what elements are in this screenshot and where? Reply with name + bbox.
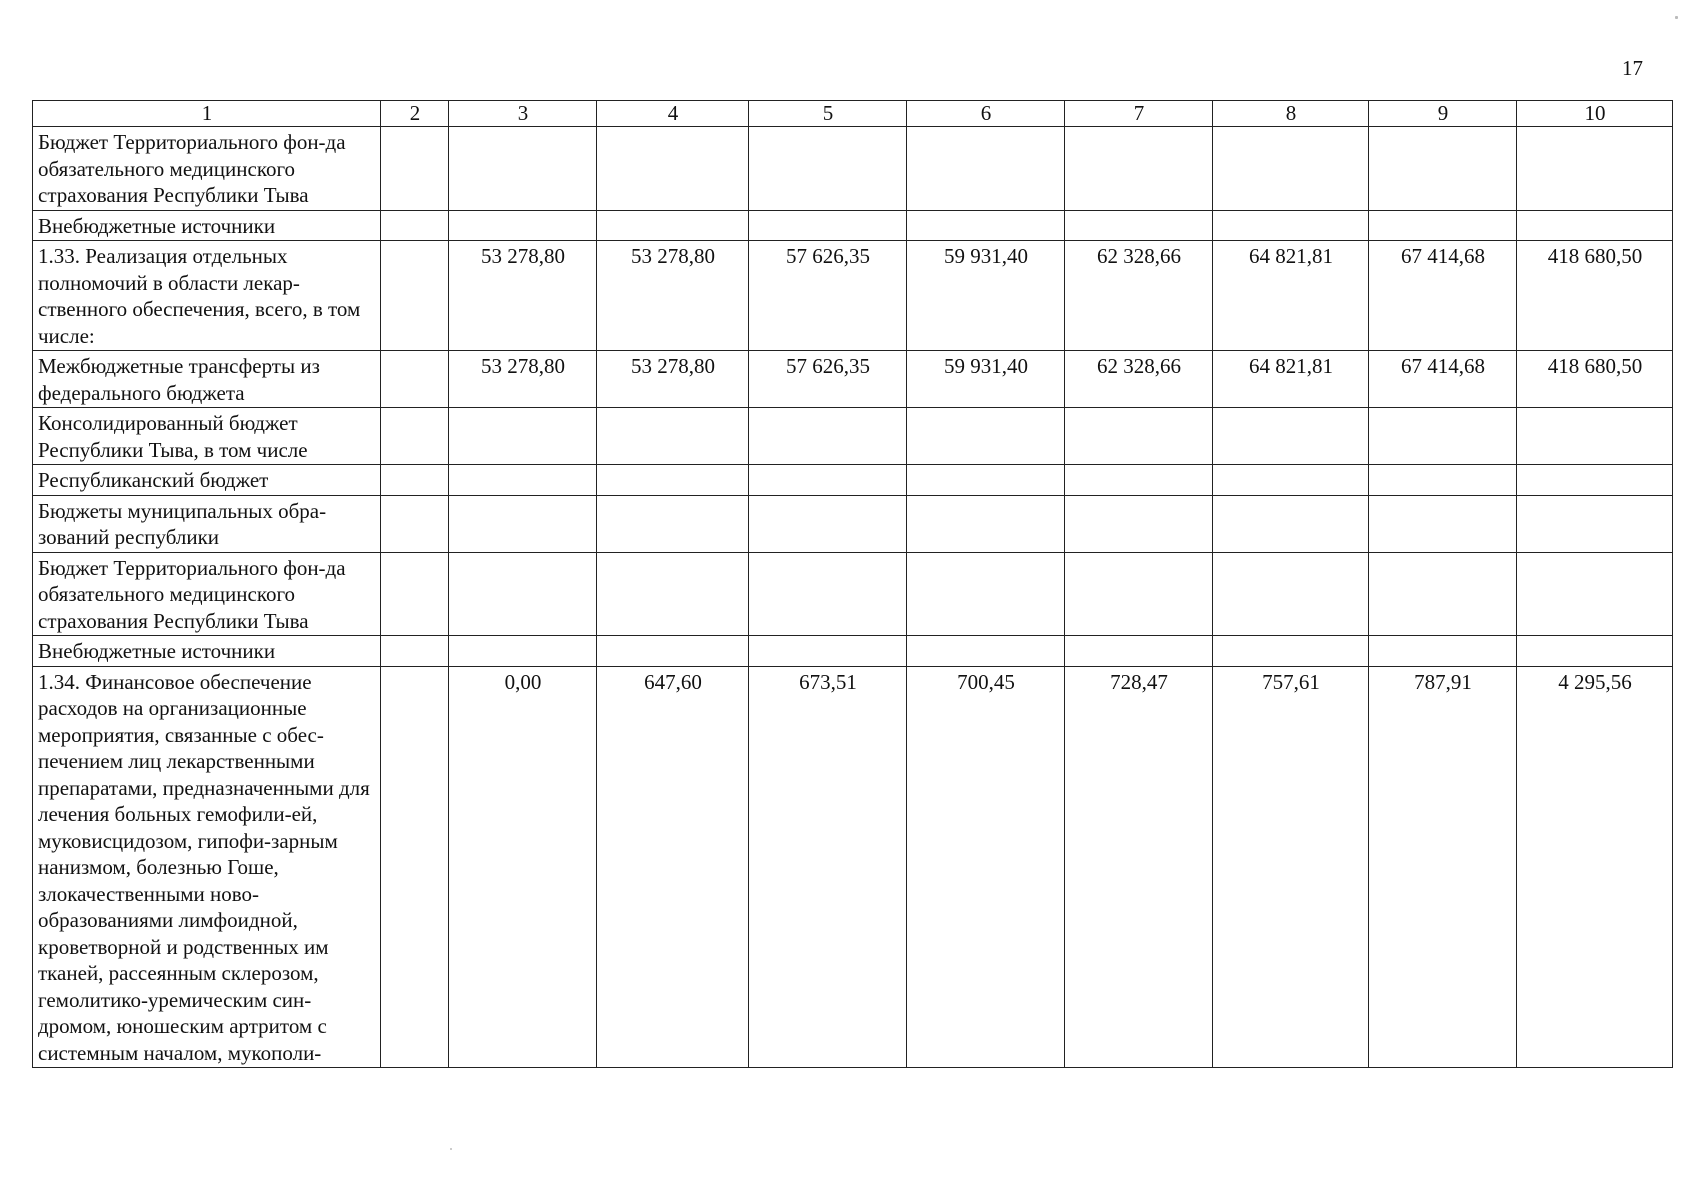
cell-value: 59 931,40 [907,351,1065,408]
table-row [33,351,1673,408]
column-header: 2 [381,101,449,127]
cell-value [1213,408,1369,465]
cell-value: 57 626,35 [749,351,907,408]
cell-value [449,552,597,636]
cell-value [381,408,449,465]
table-row [33,127,1673,211]
column-header: 3 [449,101,597,127]
cell-value [449,210,597,241]
cell-value [907,495,1065,552]
cell-value [381,495,449,552]
cell-value [1065,636,1213,667]
row-label: Внебюджетные источники [33,210,381,241]
cell-value: 67 414,68 [1369,241,1517,351]
cell-value [1369,210,1517,241]
cell-value [1065,408,1213,465]
cell-value [1517,495,1673,552]
cell-value: 53 278,80 [449,351,597,408]
cell-value [1213,636,1369,667]
page-number: 17 [1622,56,1643,80]
cell-value [907,127,1065,211]
cell-value [1065,210,1213,241]
cell-value [1213,210,1369,241]
cell-value [1369,636,1517,667]
column-header: 5 [749,101,907,127]
cell-value [749,210,907,241]
cell-value [597,408,749,465]
row-label: Республиканский бюджет [33,465,381,496]
cell-value: 673,51 [749,666,907,1068]
cell-value [381,127,449,211]
cell-value [1065,552,1213,636]
cell-value [597,127,749,211]
cell-value [1369,495,1517,552]
cell-value: 67 414,68 [1369,351,1517,408]
cell-value: 418 680,50 [1517,241,1673,351]
cell-value [449,636,597,667]
cell-value [1369,127,1517,211]
cell-value: 62 328,66 [1065,351,1213,408]
cell-value [449,465,597,496]
cell-value [1517,465,1673,496]
cell-value [907,636,1065,667]
cell-value: 64 821,81 [1213,351,1369,408]
budget-table [32,100,1673,1068]
cell-value: 57 626,35 [749,241,907,351]
cell-value [1517,636,1673,667]
row-label: 1.33. Реализация отдельных полномочий в области лекар-ственного обеспечения, всего, в том числе: [33,241,381,351]
cell-value [749,408,907,465]
cell-value [597,552,749,636]
cell-value [1065,127,1213,211]
column-header: 6 [907,101,1065,127]
cell-value [1369,465,1517,496]
cell-value: 700,45 [907,666,1065,1068]
cell-value [1213,495,1369,552]
cell-value [749,465,907,496]
cell-value: 59 931,40 [907,241,1065,351]
column-header: 8 [1213,101,1369,127]
table-row [33,210,1673,241]
table-row [33,495,1673,552]
cell-value [1517,127,1673,211]
cell-value: 53 278,80 [449,241,597,351]
row-label: Бюджет Территориального фон-да обязательного медицинского страхования Республики Тыва [33,127,381,211]
row-label: Консолидированный бюджет Республики Тыва, в том числе [33,408,381,465]
cell-value [907,210,1065,241]
cell-value [597,465,749,496]
row-label: Бюджет Территориального фон-да обязательного медицинского страхования Республики Тыва [33,552,381,636]
cell-value [1065,465,1213,496]
cell-value: 62 328,66 [1065,241,1213,351]
table-row [33,408,1673,465]
cell-value [1369,552,1517,636]
table-row [33,636,1673,667]
row-label: Внебюджетные источники [33,636,381,667]
cell-value [1213,127,1369,211]
table-header-row [33,101,1673,127]
row-label: Межбюджетные трансферты из федерального бюджета [33,351,381,408]
cell-value [1517,408,1673,465]
cell-value: 0,00 [449,666,597,1068]
cell-value [381,351,449,408]
cell-value [449,408,597,465]
cell-value [1517,552,1673,636]
cell-value: 64 821,81 [1213,241,1369,351]
table-row [33,552,1673,636]
cell-value [749,127,907,211]
column-header: 7 [1065,101,1213,127]
row-label: Бюджеты муниципальных обра-зований республики [33,495,381,552]
table-row [33,465,1673,496]
cell-value [381,552,449,636]
cell-value [907,408,1065,465]
cell-value: 728,47 [1065,666,1213,1068]
cell-value: 757,61 [1213,666,1369,1068]
cell-value [749,552,907,636]
cell-value: 4 295,56 [1517,666,1673,1068]
cell-value: 787,91 [1369,666,1517,1068]
cell-value [449,495,597,552]
table-row [33,666,1673,1068]
cell-value [1517,210,1673,241]
scan-speck [450,1148,452,1150]
cell-value [1213,465,1369,496]
cell-value [1369,408,1517,465]
cell-value: 53 278,80 [597,241,749,351]
cell-value: 53 278,80 [597,351,749,408]
table-row [33,241,1673,351]
cell-value [597,210,749,241]
cell-value [381,465,449,496]
cell-value [749,636,907,667]
scan-speck [1675,16,1678,19]
cell-value [907,552,1065,636]
cell-value [749,495,907,552]
column-header: 10 [1517,101,1673,127]
cell-value [381,636,449,667]
column-header: 9 [1369,101,1517,127]
cell-value [449,127,597,211]
column-header: 4 [597,101,749,127]
cell-value [597,636,749,667]
cell-value [1065,495,1213,552]
cell-value [1213,552,1369,636]
column-header: 1 [33,101,381,127]
cell-value: 647,60 [597,666,749,1068]
cell-value: 418 680,50 [1517,351,1673,408]
cell-value [381,241,449,351]
row-label: 1.34. Финансовое обеспечение расходов на организационные мероприятия, связанные с обес-печением лиц лекарственными препаратами, предназначенными для лечения больных гемофили-ей, муковисцидозом, гипофи-зарным нанизмом, болезнью Гоше, злокачественными ново-образованиями лимфоидной, кроветворной и родственных им тканей, рассеянным склерозом, гемолитико-уремическим син-дромом, юношеским артритом с системным началом, мукополи- [33,666,381,1068]
cell-value [381,666,449,1068]
cell-value [381,210,449,241]
cell-value [597,495,749,552]
cell-value [907,465,1065,496]
